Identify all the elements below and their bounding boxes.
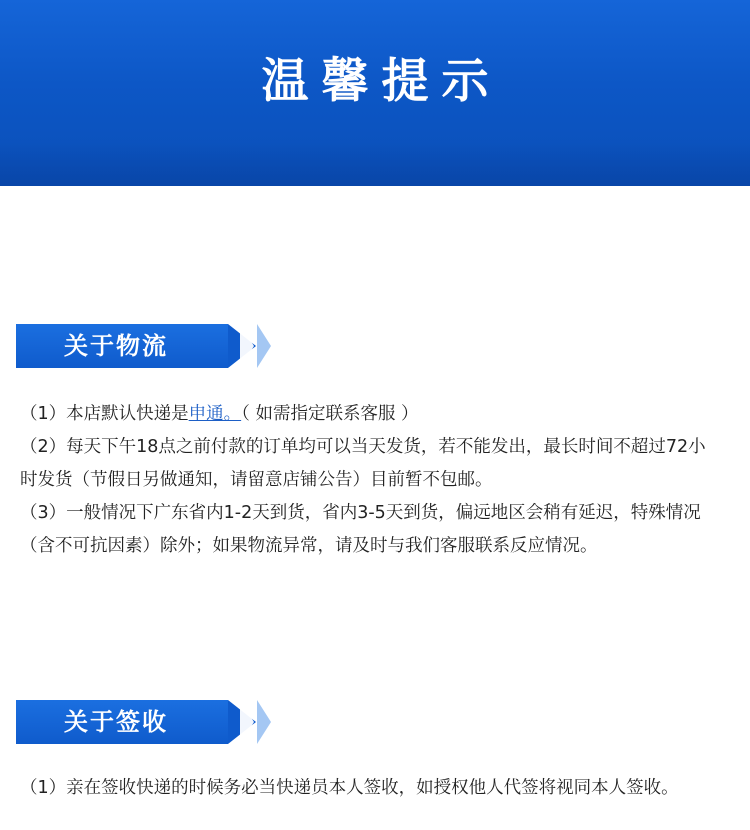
signing-paragraph-1: （1）亲在签收快递的时候务必当快递员本人签收，如授权他人代签将视同本人签收。 [20, 778, 679, 798]
section-heading-signing [16, 700, 278, 744]
logistics-paragraph-1-tail: （ 如需指定联系客服 ） [241, 404, 419, 424]
section-signing-body [0, 772, 750, 805]
section-logistics-body [0, 398, 750, 563]
logistics-paragraph-1-lead: （1）本店默认快递是 [20, 404, 189, 424]
section-signing [0, 700, 750, 744]
page-title: 温馨提示 [261, 54, 502, 109]
logistics-paragraph-1 [20, 398, 710, 431]
section-heading-logistics [16, 324, 278, 368]
courier-link[interactable]: 申通。 [188, 404, 242, 424]
ribbon-stripe-icon [257, 324, 271, 368]
ribbon-stripe-icon [257, 700, 271, 744]
ribbon-stripe-icon [240, 700, 254, 744]
section-logistics [0, 324, 750, 368]
ribbon-stripe-icon [240, 324, 254, 368]
logistics-paragraphs [20, 398, 710, 563]
header-banner [0, 0, 750, 186]
section-heading-label: 关于签收 [64, 708, 168, 736]
section-heading-label: 关于物流 [64, 332, 168, 360]
signing-paragraphs [20, 772, 710, 805]
logistics-paragraph-3: （3）一般情况下广东省内1-2天到货，省内3-5天到货，偏远地区会稍有延迟，特殊情况（含不可抗因素）除外；如果物流异常，请及时与我们客服联系反应情况。 [20, 503, 701, 556]
logistics-paragraph-2: （2）每天下午18点之前付款的订单均可以当天发货，若不能发出，最长时间不超过72小时发货（节假日另做通知，请留意店铺公告）目前暂不包邮。 [20, 437, 706, 490]
